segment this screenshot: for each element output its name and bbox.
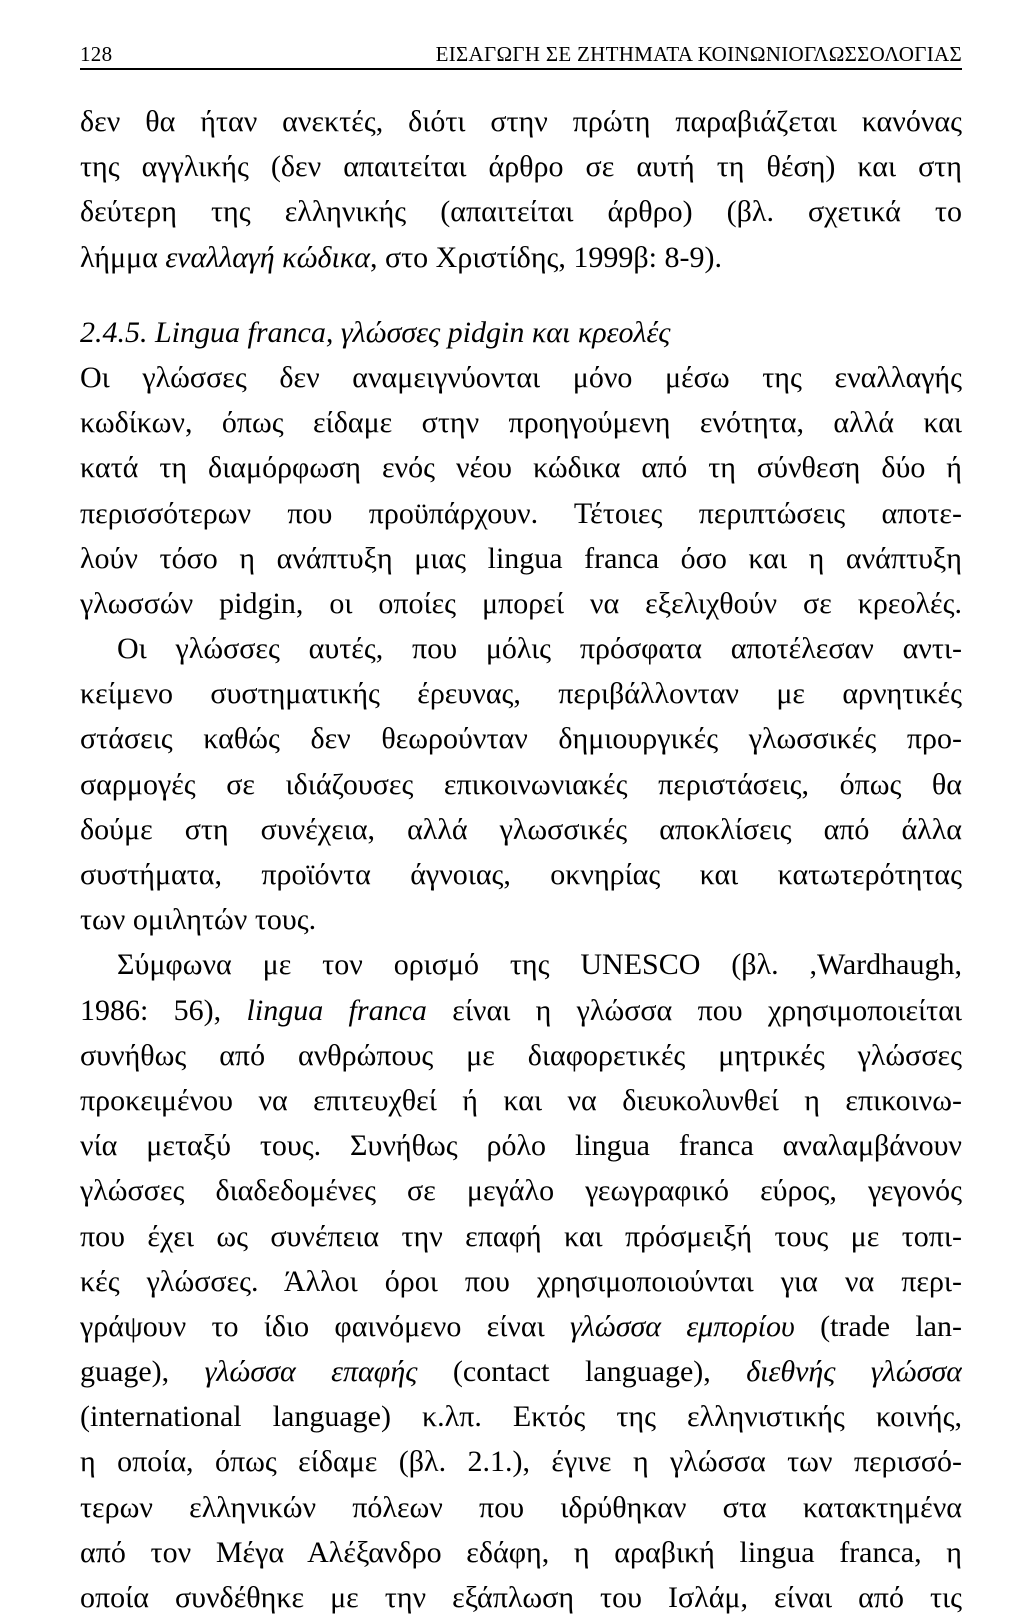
text-line: οποία συνδέθηκε με την εξάπλωση του Ισλάμ, είναι από τις [80,1581,962,1614]
text-line: κές γλώσσες. Άλλοι όροι που χρησιμοποιούνται για να περι- [80,1264,962,1298]
text-line: δεν θα ήταν ανεκτές, διότι στην πρώτη παραβιάζεται κανόνας [80,105,962,138]
text-line: (international language) κ.λπ. Εκτός της ελληνιστικής κοινής, [80,1400,962,1434]
text-run: γράψουν το ίδιο φαινόμενο είναι [80,1309,570,1343]
text-line: νία μεταξύ τους. Συνήθως ρόλο lingua franca αναλαμβάνουν [80,1129,962,1163]
running-header [80,38,962,70]
text-line: περισσότερων που προϋπάρχουν. Τέτοιες περιπτώσεις αποτε- [80,496,962,530]
italic-term: lingua franca [246,993,427,1027]
italic-term: διεθνής γλώσσα [746,1355,962,1389]
text-line: των ομιλητών τους. [80,903,317,937]
text-line: γλώσσες διαδεδομένες σε μεγάλο γεωγραφικό εύρος, γεγονός [80,1174,962,1208]
running-title: ΕΙΣΑΓΩΓΗ ΣΕ ΖΗΤΗΜΑΤΑ ΚΟΙΝΩΝΙΟΓΛΩΣΣΟΛΟΓΙΑΣ [435,42,962,66]
text-line: της αγγλικής (δεν απαιτείται άρθρο σε αυτή τη θέση) και στη [80,150,962,184]
text-line: η οποία, όπως είδαμε (βλ. 2.1.), έγινε η γλώσσα των περισσό- [80,1445,962,1479]
text-line: κείμενο συστηματικής έρευνας, περιβάλλονταν με αρνητικές [80,677,962,711]
text-run: λήμμα [80,240,166,274]
text-run: guage), [80,1355,205,1389]
page-number: 128 [80,42,113,66]
text-line: κατά τη διαμόρφωση ενός νέου κώδικα από τη σύνθεση δύο ή [80,451,962,485]
text-line: δεύτερη της ελληνικής (απαιτείται άρθρο) (βλ. σχετικά το [80,195,962,229]
text-run: 1986: 56), [80,993,247,1027]
text-run: , στο Χριστίδης, 1999β: 8-9). [369,240,722,274]
text-line: γλωσσών pidgin, οι οποίες μπορεί να εξελιχθούν σε κρεολές. [80,586,962,620]
text-line: Σύμφωνα με τον ορισμό της UNESCO (βλ. ,Wardhaugh, [117,948,962,982]
text-run: (trade lan- [794,1309,962,1343]
body-text [80,99,962,1620]
italic-term: γλώσσα εμπορίου [569,1309,795,1343]
text-line [80,1349,962,1394]
text-line: Οι γλώσσες αυτές, που μόλις πρόσφατα αποτέλεσαν αντι- [117,632,962,666]
text-run: (contact language), [417,1355,747,1389]
text-line: Οι γλώσσες δεν αναμειγνύονται μόνο μέσω της εναλλαγής [80,360,962,394]
text-line: συνήθως από ανθρώπους με διαφορετικές μητρικές γλώσσες [80,1038,962,1072]
text-line: τερων ελληνικών πόλεων που ιδρύθηκαν στα κατακτημένα [80,1490,962,1524]
text-run: είναι η γλώσσα που χρησιμοποιείται [426,993,962,1027]
section-heading: 2.4.5. Lingua franca, γλώσσες pidgin και κρεολές [80,315,671,349]
italic-term: γλώσσα επαφής [204,1355,418,1389]
text-line: στάσεις καθώς δεν θεωρούνταν δημιουργικές γλωσσικές προ- [80,722,962,756]
text-line: προκειμένου να επιτευχθεί ή και να διευκολυνθεί η επικοινω- [80,1083,962,1117]
text-line [80,1304,962,1349]
text-line [80,235,962,280]
italic-term: εναλλαγή κώδικα [165,240,370,274]
text-line: σαρμογές σε ιδιάζουσες επικοινωνιακές περιστάσεις, όπως θα [80,767,962,801]
text-line: λούν τόσο η ανάπτυξη μιας lingua franca όσο και η ανάπτυξη [80,541,962,575]
text-line: κωδίκων, όπως είδαμε στην προηγούμενη ενότητα, αλλά και [80,406,962,440]
text-line: από τον Μέγα Αλέξανδρο εδάφη, η αραβική lingua franca, η [80,1535,962,1569]
text-line: που έχει ως συνέπεια την επαφή και πρόσμειξή τους με τοπι- [80,1219,962,1253]
text-line: συστήματα, προϊόντα άγνοιας, οκνηρίας και κατωτερότητας [80,858,962,891]
text-line: δούμε στη συνέχεια, αλλά γλωσσικές αποκλίσεις από άλλα [80,812,962,846]
text-line [80,988,962,1033]
